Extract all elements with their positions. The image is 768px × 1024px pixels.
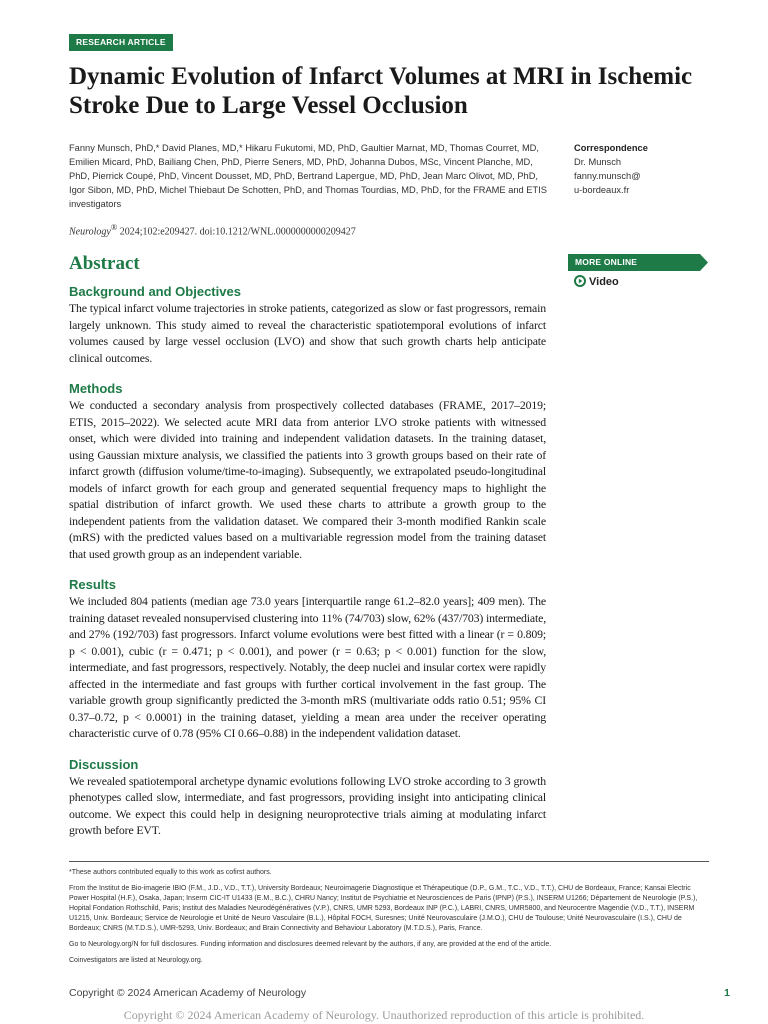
email-line-2[interactable]: u-bordeaux.fr	[574, 185, 630, 195]
article-type-badge: RESEARCH ARTICLE	[69, 34, 173, 51]
abstract-section	[69, 252, 546, 839]
methods-text: We conducted a secondary analysis from prospectively collected databases (FRAME, 2017–2019; ETIS, 2015–2022). We selected acute MRI data from anterior LVO stroke patients with witnessed onset, which were divided into training and independent validation datasets. In the training dataset, using Gaussian mixture analysis, we classified the patients into 3 growth groups based on their rate of infarct growth (diffusion volume/time-to-imaging). Subsequently, we extrapolated pseudo-longitudinal models of infarct growth for each group and generated sequential frequency maps to highlight the spatial distribution of infarct growth. We used these charts to attribute a growth group to the independent patients from the validation dataset. We compared their 3-month modified Rankin scale (mRS) with the predicted values based on a multivariable regression model from the training dataset that used growth group as an independent variable.	[69, 398, 546, 561]
more-online-label: MORE ONLINE	[575, 257, 638, 267]
article-title: Dynamic Evolution of Infarct Volumes at MRI in Ischemic Stroke Due to Large Vessel Occlusion	[69, 63, 693, 119]
correspondence-box	[574, 141, 714, 197]
doi-text[interactable]: 2024;102:e209427. doi:10.1212/WNL.0000000000209427	[117, 226, 356, 238]
more-online-banner	[568, 254, 708, 271]
correspondence-email[interactable]	[574, 169, 714, 197]
video-play-icon	[574, 275, 586, 287]
results-heading: Results	[69, 577, 116, 592]
disclosures-note[interactable]: Go to Neurology.org/N for full disclosures. Funding information and disclosures deemed relevant by the authors, if any, are provided at the end of the article.	[69, 941, 552, 948]
methods-heading: Methods	[69, 381, 123, 396]
email-line-1[interactable]: fanny.munsch@	[574, 171, 641, 181]
copyright-watermark: Copyright © 2024 American Academy of Neurology. Unauthorized reproduction of this article is prohibited.	[123, 1008, 645, 1022]
video-link[interactable]	[574, 274, 619, 290]
registered-mark: ®	[110, 223, 118, 232]
author-list: Fanny Munsch, PhD,* David Planes, MD,* Hikaru Fukutomi, MD, PhD, Gaultier Marnat, MD, Thomas Courret, MD, Emilien Micard, PhD, Bailiang Chen, PhD, Pierre Seners, MD, PhD, Johanna Dubos, MSc, Vincent Planche, MD, PhD, Pierrick Coupé, PhD, Vincent Dousset, MD, PhD, Bertrand Lapergue, MD, PhD, Jean Marc Olivot, MD, PhD, Igor Sibon, MD, PhD, Michel Thiebaut De Schotten, PhD, and Thomas Tourdias, MD, PhD, for the FRAME and ETIS investigators	[69, 143, 547, 209]
discussion-text: We revealed spatiotemporal archetype dynamic evolutions following LVO stroke according to 3 growth phenotypes called slow, intermediate, and fast progressors, providing insight into anticipating clinical outcome. We expect this could help in designing neuroprotective trials aiming at modulating infarct growth before EVT.	[69, 773, 546, 837]
affiliations-note: From the Institut de Bio-imagerie IBIO (F.M., J.D., V.D., T.T.), University Bordeaux; Neuroimagerie Diagnostique et Thérapeutique (D.P., G.M., T.C., V.D., T.T.), CHU de Bordeaux, France; Kansai Electric Power Hospital (H.F.), Osaka, Japan; Inserm CIC-IT U1433 (E.M., B.C.), CHRU Nancy; Institut de Psychiatrie et Neurosciences de Paris (IPNP) (P.S.), INSERM U1266; Département de Neurologie (P.S.), Hopital Fondation Rothschild, Paris; Institut des Maladies Neurodégénératives (V.P.), CNRS, UMR 5293, Bordeaux INP (P.C.), LABRI, CNRS, UMR5800, and Neurocentre Magendie (V.D., T.T.), INSERM U1215, Univ. Bordeaux; Service de Neurologie et Unité de Neuro Vasculaire (B.L.), Hôpital FOCH, Suresnes; Unité Neurovasculaire (J.M.O.), CHU de Toulouse; Unité Neurovasculaire (I.S.), CHU de Bordeaux; CNRS (M.T.D.S.), UMR-5293, Univ. Bordeaux; and Brain Connectivity and Behaviour Laboratory (M.T.D.S.), Paris, France.	[69, 885, 698, 932]
abstract-heading: Abstract	[69, 253, 140, 274]
page-number: 1	[724, 987, 730, 999]
discussion-heading: Discussion	[69, 756, 139, 772]
journal-name: Neurology	[69, 226, 111, 238]
cofirst-note: *These authors contributed equally to this work as cofirst authors.	[69, 869, 272, 876]
correspondence-heading: Correspondence	[574, 143, 648, 153]
results-text: We included 804 patients (median age 73.0 years [interquartile range 61.2–82.0 years]; 409 men). The training dataset revealed nonsupervised clustering into 11% (74/703) slow, 62% (437/703) intermediate, and 27% (192/703) fast progressors. Infarct volume evolutions were best fitted with a linear (r = 0.809; p < 0.001), cubic (r = 0.471; p < 0.001), and power (r = 0.63; p < 0.001) function for the slow, intermediate, and fast progressors, respectively. Notably, the deep nuclei and insular cortex were rapidly affected in the intermediate and fast groups with further cortical involvement in the fast group. The variable growth group significantly predicted the 3-month mRS (multivariate odds ratio 0.51; 95% CI 0.37–0.72, p < 0.0001) in the training dataset, yielding a mean area under the receiver operating characteristic curve of 0.78 (95% CI 0.66–0.88) in the independent validation dataset.	[69, 594, 546, 740]
footnotes	[69, 868, 709, 972]
citation-line	[69, 221, 549, 238]
coinvestigators-note[interactable]: Coinvestigators are listed at Neurology.org.	[69, 957, 203, 964]
video-label[interactable]: Video	[589, 276, 619, 288]
background-text: The typical infarct volume trajectories in stroke patients, categorized as slow or fast progressors, remain largely unknown. This study aimed to reveal the characteristic spatiotemporal evolutions of infarct volumes caused by large vessel occlusion (LVO) and show that such growth charts help anticipate clinical outcomes.	[69, 301, 546, 365]
footnote-divider	[69, 861, 709, 862]
correspondence-name: Dr. Munsch	[574, 157, 622, 167]
background-heading: Background and Objectives	[69, 284, 241, 299]
footer-copyright: Copyright © 2024 American Academy of Neurology	[69, 987, 307, 999]
